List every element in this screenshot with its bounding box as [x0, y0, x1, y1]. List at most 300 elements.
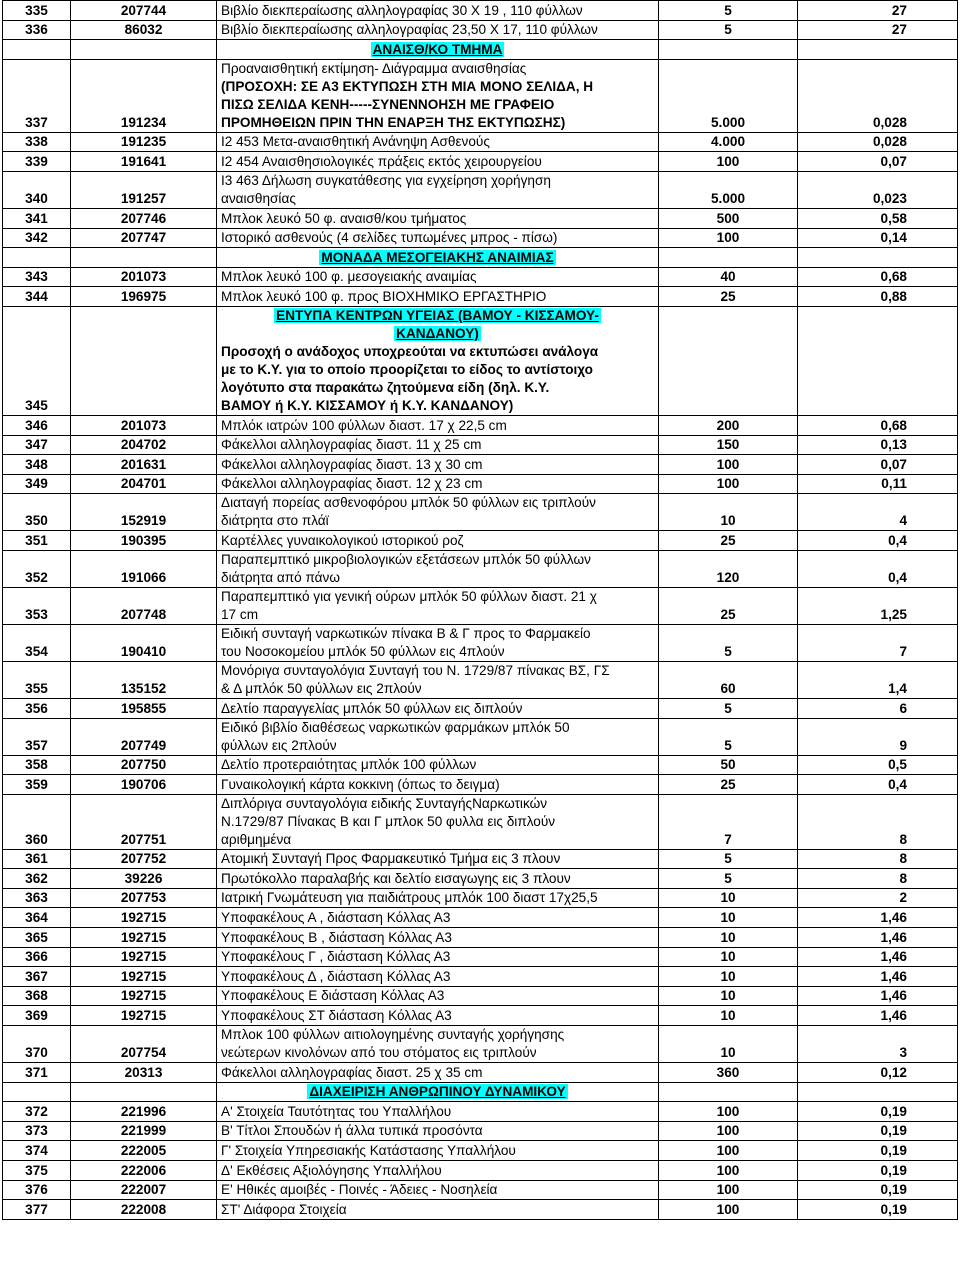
table-row [3, 415, 958, 435]
table-row [3, 794, 958, 849]
item-description [217, 550, 659, 587]
item-code: 192715 [71, 986, 217, 1006]
empty-cell [71, 40, 217, 60]
item-quantity: 5 [659, 718, 798, 755]
item-price: 8 [798, 869, 958, 889]
table-row [3, 208, 958, 228]
item-description: Ι2 453 Μετα-αναισθητική Ανάνηψη Ασθενούς [217, 132, 659, 152]
item-number: 343 [3, 267, 71, 287]
item-description: Γυναικολογική κάρτα κοκκινη (όπως το δειγμα) [217, 775, 659, 795]
item-number: 346 [3, 415, 71, 435]
item-quantity: 100 [659, 1180, 798, 1200]
item-code: 192715 [71, 928, 217, 948]
item-number: 348 [3, 455, 71, 475]
item-price: 8 [798, 794, 958, 849]
description-line: αναισθησίας [221, 190, 296, 206]
empty-cell [659, 306, 798, 415]
item-description: Βιβλίο διεκπεραίωσης αλληλογραφίας 23,50 Χ 17, 110 φύλλων [217, 20, 659, 40]
item-price: 0,4 [798, 531, 958, 551]
description-line: Ι3 463 Δήλωση συγκατάθεσης για εγχείρηση χορήγηση [221, 172, 551, 188]
table-row [3, 1141, 958, 1161]
section-title-line: ΕΝΤΥΠΑ ΚΕΝΤΡΩΝ ΥΓΕΙΑΣ (ΒΑΜΟΥ - ΚΙΣΣΑΜΟΥ- [276, 307, 599, 323]
description-line: διάτρητα στο πλάϊ [221, 513, 329, 529]
table-row [3, 1, 958, 21]
table-row [3, 755, 958, 775]
item-description [217, 624, 659, 661]
item-quantity: 100 [659, 1200, 798, 1220]
item-number: 355 [3, 661, 71, 698]
empty-cell [798, 40, 958, 60]
empty-cell [798, 248, 958, 268]
section-row [3, 1082, 958, 1102]
item-description: Υποφακέλους Ε διάσταση Κόλλας Α3 [217, 986, 659, 1006]
item-code: 207749 [71, 718, 217, 755]
item-description: Ε' Ηθικές αμοιβές - Ποινές - Άδειες - Νοσηλεία [217, 1180, 659, 1200]
item-quantity: 25 [659, 531, 798, 551]
item-code: 221999 [71, 1121, 217, 1141]
item-number: 357 [3, 718, 71, 755]
item-number: 363 [3, 888, 71, 908]
item-number: 349 [3, 474, 71, 494]
item-description: Μπλόκ ιατρών 100 φύλλων διαστ. 17 χ 22,5 cm [217, 415, 659, 435]
description-line: Διαταγή πορείας ασθενοφόρου μπλόκ 50 φύλλων εις τριπλούν [221, 495, 596, 511]
item-description: Α' Στοιχεία Ταυτότητας του Υπαλλήλου [217, 1102, 659, 1122]
item-quantity: 25 [659, 287, 798, 307]
item-description [217, 718, 659, 755]
item-quantity: 5 [659, 849, 798, 869]
empty-cell [659, 248, 798, 268]
item-quantity: 5 [659, 1, 798, 21]
item-number: 375 [3, 1161, 71, 1181]
item-price: 0,028 [798, 132, 958, 152]
table-row [3, 1200, 958, 1220]
item-price: 0,68 [798, 267, 958, 287]
item-price: 1,46 [798, 947, 958, 967]
item-description: Βιβλίο διεκπεραίωσης αλληλογραφίας 30 Χ 19 , 110 φύλλων [217, 1, 659, 21]
item-quantity: 5 [659, 624, 798, 661]
table-row [3, 132, 958, 152]
item-description: Μπλοκ λευκό 100 φ. μεσογειακής αναιμίας [217, 267, 659, 287]
item-price: 1,25 [798, 587, 958, 624]
item-number: 341 [3, 208, 71, 228]
empty-cell [71, 306, 217, 415]
table-row [3, 1161, 958, 1181]
item-number: 347 [3, 435, 71, 455]
item-code: 39226 [71, 869, 217, 889]
item-code: 222007 [71, 1180, 217, 1200]
table-row [3, 947, 958, 967]
item-number: 361 [3, 849, 71, 869]
item-quantity: 10 [659, 888, 798, 908]
item-number: 374 [3, 1141, 71, 1161]
item-code: 201631 [71, 455, 217, 475]
item-description [217, 1026, 659, 1063]
table-row [3, 1121, 958, 1141]
item-description: Δελτίο προτεραιότητας μπλόκ 100 φύλλων [217, 755, 659, 775]
item-code: 20313 [71, 1063, 217, 1083]
item-number: 369 [3, 1006, 71, 1026]
empty-cell [3, 1082, 71, 1102]
item-number: 365 [3, 928, 71, 948]
item-price: 0,13 [798, 435, 958, 455]
item-quantity: 10 [659, 986, 798, 1006]
item-price: 0,19 [798, 1102, 958, 1122]
item-price: 0,68 [798, 415, 958, 435]
item-number: 373 [3, 1121, 71, 1141]
section-title-cell [217, 1082, 659, 1102]
empty-cell [659, 1082, 798, 1102]
item-quantity: 40 [659, 267, 798, 287]
item-code: 207747 [71, 228, 217, 248]
item-code: 192715 [71, 967, 217, 987]
table-row [3, 455, 958, 475]
item-description: Μπλοκ λευκό 100 φ. προς ΒΙΟΧΗΜΙΚΟ ΕΡΓΑΣΤΗΡΙΟ [217, 287, 659, 307]
item-number: 367 [3, 967, 71, 987]
empty-cell [3, 248, 71, 268]
item-code: 191066 [71, 550, 217, 587]
item-quantity: 50 [659, 755, 798, 775]
empty-cell [71, 1082, 217, 1102]
item-description: Γ' Στοιχεία Υπηρεσιακής Κατάστασης Υπαλλήλου [217, 1141, 659, 1161]
item-description: Φάκελλοι αλληλογραφίας διαστ. 11 χ 25 cm [217, 435, 659, 455]
item-code: 196975 [71, 287, 217, 307]
description-line: Ν.1729/87 Πίνακας Β και Γ μπλοκ 50 φυλλα εις διπλούν [221, 813, 556, 829]
section-row [3, 248, 958, 268]
item-description: Καρτέλλες γυναικολογικού ιστορικού ροζ [217, 531, 659, 551]
description-line: Ειδική συνταγή ναρκωτικών πίνακα Β & Γ προς το Φαρμακείο [221, 625, 591, 641]
item-quantity: 360 [659, 1063, 798, 1083]
item-price: 1,46 [798, 1006, 958, 1026]
item-description: Δ' Εκθέσεις Αξιολόγησης Υπαλλήλου [217, 1161, 659, 1181]
item-price: 1,46 [798, 928, 958, 948]
description-line: φύλλων εις 2πλούν [221, 737, 337, 753]
item-price: 0,19 [798, 1161, 958, 1181]
item-quantity: 10 [659, 928, 798, 948]
item-code: 190706 [71, 775, 217, 795]
item-price: 1,4 [798, 661, 958, 698]
item-price: 0,07 [798, 152, 958, 172]
section-title [221, 307, 654, 343]
section-title: ΑΝΑΙΣΘ/ΚΟ ΤΜΗΜΑ [372, 41, 503, 57]
item-number: 370 [3, 1026, 71, 1063]
item-price: 0,14 [798, 228, 958, 248]
item-number: 338 [3, 132, 71, 152]
table-row [3, 59, 958, 132]
table-row [3, 1006, 958, 1026]
item-description: Ατομική Συνταγή Προς Φαρμακευτικό Τμήμα εις 3 πλουν [217, 849, 659, 869]
item-code: 192715 [71, 908, 217, 928]
table-row [3, 1180, 958, 1200]
item-code: 207754 [71, 1026, 217, 1063]
item-price: 3 [798, 1026, 958, 1063]
description-line: & Δ μπλόκ 50 φύλλων εις 2πλούν [221, 680, 422, 696]
item-description: Υποφακέλους Δ , διάσταση Κόλλας Α3 [217, 967, 659, 987]
item-quantity: 100 [659, 228, 798, 248]
item-code: 207744 [71, 1, 217, 21]
item-price: 0,19 [798, 1121, 958, 1141]
item-code: 222005 [71, 1141, 217, 1161]
item-price: 0,19 [798, 1180, 958, 1200]
note-line: λογότυπο στα παρακάτω ζητούμενα είδη (δηλ. Κ.Υ. [221, 379, 550, 395]
item-description: Φάκελλοι αλληλογραφίας διαστ. 12 χ 23 cm [217, 474, 659, 494]
item-quantity: 25 [659, 775, 798, 795]
item-quantity: 60 [659, 661, 798, 698]
item-quantity: 100 [659, 1102, 798, 1122]
item-description: ΣΤ' Διάφορα Στοιχεία [217, 1200, 659, 1220]
item-price: 0,19 [798, 1141, 958, 1161]
description-line: αριθμημένα [221, 831, 292, 847]
table-row [3, 967, 958, 987]
item-code: 207746 [71, 208, 217, 228]
description-line: του Νοσοκομείου μπλόκ 50 φύλλων εις 4πλούν [221, 643, 505, 659]
item-price: 6 [798, 698, 958, 718]
item-quantity: 150 [659, 435, 798, 455]
item-quantity: 100 [659, 152, 798, 172]
item-quantity: 25 [659, 587, 798, 624]
section-row [3, 40, 958, 60]
item-code: 191257 [71, 171, 217, 208]
item-description [217, 661, 659, 698]
item-price: 0,4 [798, 775, 958, 795]
item-quantity: 4.000 [659, 132, 798, 152]
item-quantity: 100 [659, 1161, 798, 1181]
item-description: Υποφακέλους Α , διάσταση Κόλλας Α3 [217, 908, 659, 928]
item-price: 0,11 [798, 474, 958, 494]
description-line: Παραπεμπτικό μικροβιολογικών εξετάσεων μπλόκ 50 φύλλων [221, 551, 591, 567]
item-price: 1,46 [798, 967, 958, 987]
item-price: 0,19 [798, 1200, 958, 1220]
table-row [3, 718, 958, 755]
item-description: Υποφακέλους ΣΤ διάσταση Κόλλας Α3 [217, 1006, 659, 1026]
item-number: 366 [3, 947, 71, 967]
item-code: 86032 [71, 20, 217, 40]
item-code: 207752 [71, 849, 217, 869]
item-description: Υποφακέλους Γ , διάσταση Κόλλας Α3 [217, 947, 659, 967]
description-line: Προαναισθητική εκτίμηση- Διάγραμμα αναισθησίας [221, 60, 527, 76]
item-code: 152919 [71, 494, 217, 531]
item-number: 345 [3, 306, 71, 415]
item-number: 368 [3, 986, 71, 1006]
item-code: 207753 [71, 888, 217, 908]
item-price: 4 [798, 494, 958, 531]
item-code: 207750 [71, 755, 217, 775]
table-row [3, 928, 958, 948]
table-row [3, 698, 958, 718]
item-description: Δελτίο παραγγελίας μπλόκ 50 φύλλων εις διπλούν [217, 698, 659, 718]
item-number: 364 [3, 908, 71, 928]
table-row [3, 494, 958, 531]
item-number: 371 [3, 1063, 71, 1083]
items-table [2, 0, 958, 1220]
item-description: Ιατρική Γνωμάτευση για παιδιάτρους μπλόκ 100 διαστ 17χ25,5 [217, 888, 659, 908]
item-description: Μπλοκ λευκό 50 φ. αναισθ/κου τμήματος [217, 208, 659, 228]
table-row [3, 908, 958, 928]
item-price: 0,88 [798, 287, 958, 307]
item-quantity: 120 [659, 550, 798, 587]
item-quantity: 5 [659, 698, 798, 718]
item-code: 222006 [71, 1161, 217, 1181]
description-line: 17 cm [221, 606, 259, 622]
item-code: 221996 [71, 1102, 217, 1122]
item-description: Ι2 454 Αναισθησιολογικές πράξεις εκτός χειρουργείου [217, 152, 659, 172]
item-code: 207748 [71, 587, 217, 624]
item-number: 356 [3, 698, 71, 718]
empty-cell [798, 306, 958, 415]
description-line: (ΠΡΟΣΟΧΗ: ΣΕ Α3 ΕΚΤΥΠΩΣΗ ΣΤΗ ΜΙΑ ΜΟΝΟ ΣΕΛΙΔΑ, Η [221, 78, 594, 94]
table-row [3, 531, 958, 551]
table-row [3, 152, 958, 172]
item-code: 204702 [71, 435, 217, 455]
item-price: 0,12 [798, 1063, 958, 1083]
section-title: ΔΙΑΧΕΙΡΙΣΗ ΑΝΘΡΩΠΙΝΟΥ ΔΥΝΑΜΙΚΟΥ [309, 1084, 566, 1100]
note-cell [217, 306, 659, 415]
section-title-cell [217, 248, 659, 268]
item-quantity: 200 [659, 415, 798, 435]
empty-cell [71, 248, 217, 268]
section-title: ΜΟΝΑΔΑ ΜΕΣΟΓΕΙΑΚΗΣ ΑΝΑΙΜΙΑΣ [321, 249, 554, 265]
item-quantity: 5 [659, 869, 798, 889]
item-quantity: 5.000 [659, 171, 798, 208]
empty-cell [659, 40, 798, 60]
item-code: 135152 [71, 661, 217, 698]
item-number: 372 [3, 1102, 71, 1122]
item-quantity: 10 [659, 1006, 798, 1026]
item-code: 201073 [71, 267, 217, 287]
item-quantity: 100 [659, 1121, 798, 1141]
description-line: νεώτερων κινολόνων από του στόματος εις τριπλούν [221, 1045, 537, 1061]
item-description [217, 794, 659, 849]
item-quantity: 5.000 [659, 59, 798, 132]
item-quantity: 100 [659, 1141, 798, 1161]
section-title-cell [217, 40, 659, 60]
item-price: 0,58 [798, 208, 958, 228]
item-quantity: 5 [659, 20, 798, 40]
item-code: 190395 [71, 531, 217, 551]
table-row [3, 1102, 958, 1122]
table-row [3, 661, 958, 698]
table-row [3, 775, 958, 795]
table-row [3, 888, 958, 908]
item-code: 191235 [71, 132, 217, 152]
table-row [3, 267, 958, 287]
item-code: 207751 [71, 794, 217, 849]
item-price: 8 [798, 849, 958, 869]
item-number: 335 [3, 1, 71, 21]
item-number: 353 [3, 587, 71, 624]
description-line: Μπλοκ 100 φύλλων αιτιολογημένης συνταγής χορήγησης [221, 1027, 565, 1043]
item-description: Β' Τίτλοι Σπουδών ή άλλα τυπικά προσόντα [217, 1121, 659, 1141]
item-description [217, 587, 659, 624]
item-number: 344 [3, 287, 71, 307]
item-quantity: 100 [659, 455, 798, 475]
item-price: 27 [798, 1, 958, 21]
item-price: 2 [798, 888, 958, 908]
item-number: 339 [3, 152, 71, 172]
item-number: 352 [3, 550, 71, 587]
item-code: 192715 [71, 1006, 217, 1026]
table-row [3, 20, 958, 40]
item-number: 362 [3, 869, 71, 889]
item-price: 0,028 [798, 59, 958, 132]
item-number: 354 [3, 624, 71, 661]
table-row [3, 849, 958, 869]
table-row [3, 869, 958, 889]
item-quantity: 500 [659, 208, 798, 228]
empty-cell [3, 40, 71, 60]
description-line: Μονόριγα συνταγολόγια Συνταγή του Ν. 1729/87 πίνακας ΒΣ, ΓΣ [221, 662, 610, 678]
description-line: ΠΙΣΩ ΣΕΛΙΔΑ ΚΕΝΗ-----ΣΥΝΕΝΝΟΗΣΗ ΜΕ ΓΡΑΦΕΙΟ [221, 96, 555, 112]
item-price: 7 [798, 624, 958, 661]
item-price: 0,4 [798, 550, 958, 587]
item-number: 342 [3, 228, 71, 248]
description-line: διάτρητα από πάνω [221, 569, 340, 585]
empty-cell [798, 1082, 958, 1102]
item-quantity: 10 [659, 494, 798, 531]
item-number: 350 [3, 494, 71, 531]
item-quantity: 100 [659, 474, 798, 494]
table-row [3, 587, 958, 624]
item-number: 360 [3, 794, 71, 849]
table-row [3, 474, 958, 494]
table-row [3, 624, 958, 661]
item-description [217, 494, 659, 531]
item-code: 195855 [71, 698, 217, 718]
item-quantity: 7 [659, 794, 798, 849]
item-number: 359 [3, 775, 71, 795]
table-row [3, 228, 958, 248]
description-line: Διπλόριγα συνταγολόγια ειδικής ΣυνταγήςΝαρκωτικών [221, 795, 547, 811]
item-number: 336 [3, 20, 71, 40]
item-description [217, 59, 659, 132]
item-number: 351 [3, 531, 71, 551]
item-price: 27 [798, 20, 958, 40]
item-quantity: 10 [659, 947, 798, 967]
item-price: 1,46 [798, 986, 958, 1006]
note-line: ΒΑΜΟΥ ή Κ.Υ. ΚΙΣΣΑΜΟΥ ή Κ.Υ. ΚΑΝΔΑΝΟΥ) [221, 397, 514, 413]
item-number: 337 [3, 59, 71, 132]
item-code: 222008 [71, 1200, 217, 1220]
item-price: 0,023 [798, 171, 958, 208]
description-line: Παραπεμπτικό για γενική ούρων μπλόκ 50 φύλλων διαστ. 21 χ [221, 588, 597, 604]
table-row [3, 1063, 958, 1083]
item-price: 0,07 [798, 455, 958, 475]
item-code: 201073 [71, 415, 217, 435]
description-line: Ειδικό βιβλίο διαθέσεως ναρκωτικών φαρμάκων μπλόκ 50 [221, 719, 570, 735]
table-row [3, 171, 958, 208]
item-description: Ιστορικό ασθενούς (4 σελίδες τυπωμένες μπρος - πίσω) [217, 228, 659, 248]
table-row [3, 1026, 958, 1063]
item-number: 377 [3, 1200, 71, 1220]
note-line: με το Κ.Υ. για το οποίο προορίζεται το είδος το αντίστοιχο [221, 361, 593, 377]
table-row [3, 306, 958, 415]
section-title-line: ΚΑΝΔΑΝΟΥ) [396, 325, 479, 341]
item-price: 1,46 [798, 908, 958, 928]
item-description [217, 171, 659, 208]
item-number: 358 [3, 755, 71, 775]
item-description: Φάκελλοι αλληλογραφίας διαστ. 25 χ 35 cm [217, 1063, 659, 1083]
item-description: Υποφακέλους Β , διάσταση Κόλλας Α3 [217, 928, 659, 948]
item-code: 190410 [71, 624, 217, 661]
item-code: 192715 [71, 947, 217, 967]
item-description: Πρωτόκολλο παραλαβής και δελτίο εισαγωγης εις 3 πλουν [217, 869, 659, 889]
note-line: Προσοχή ο ανάδοχος υποχρεούται να εκτυπώσει ανάλογα [221, 343, 599, 359]
table-row [3, 287, 958, 307]
item-number: 340 [3, 171, 71, 208]
item-price: 9 [798, 718, 958, 755]
item-code: 204701 [71, 474, 217, 494]
item-quantity: 10 [659, 1026, 798, 1063]
item-code: 191234 [71, 59, 217, 132]
